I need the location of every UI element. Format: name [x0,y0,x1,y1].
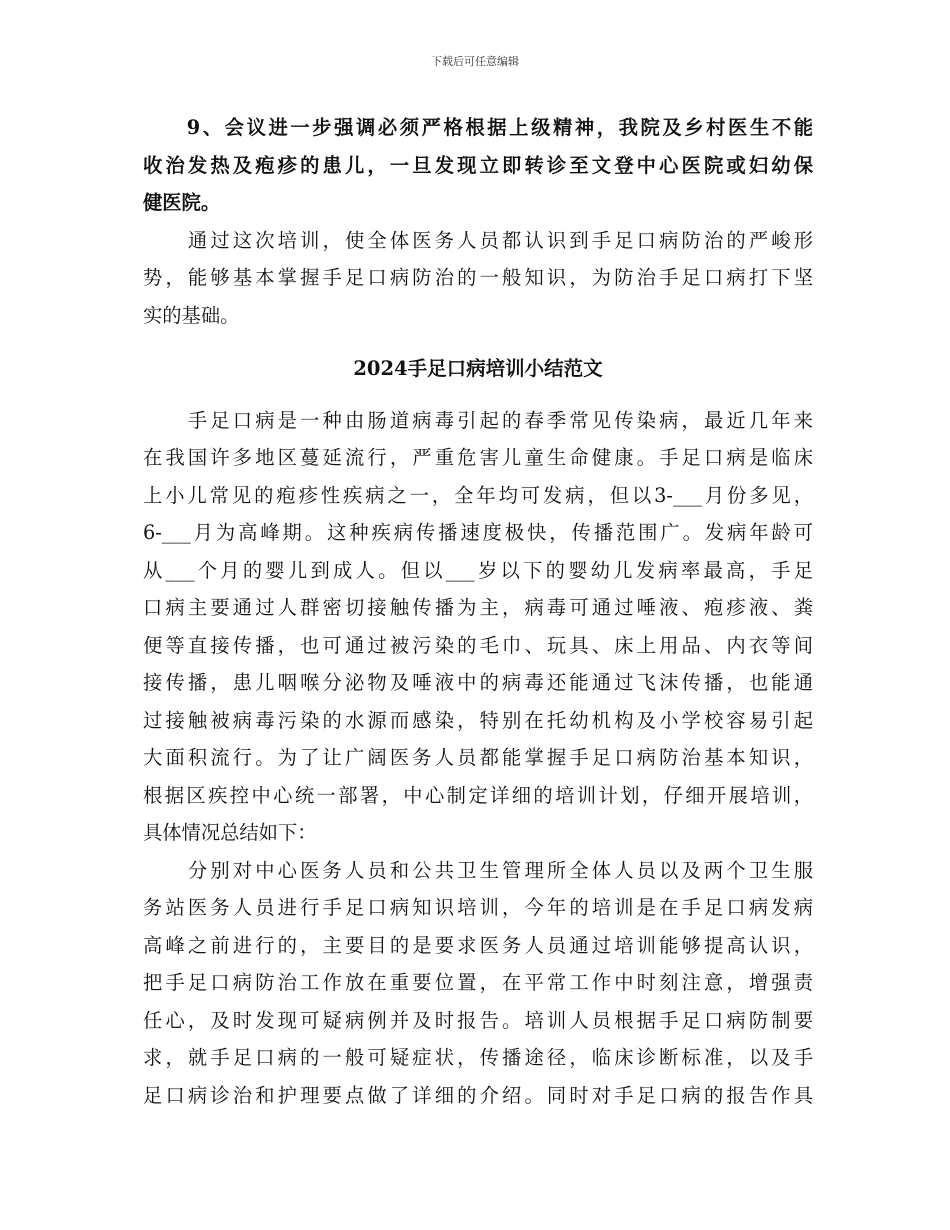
text-line: 足口病诊治和护理要点做了详细的介绍。同时对手足口病的报告作具 [143,1083,813,1107]
text-line: 从___个月的婴儿到成人。但以___岁以下的婴幼儿发病率最高，手足 [143,558,813,582]
text-line: 任心，及时发现可疑病例并及时报告。培训人员根据手足口病防制要 [143,1008,813,1032]
document-body [143,109,813,1114]
text-line: 务站医务人员进行手足口病知识培训，今年的培训是在手足口病发病 [143,896,813,919]
text-line: 接传播，患儿咽喉分泌物及唾液中的病毒还能通过飞沫传播，也能通 [143,671,813,694]
text-line: 过接触被病毒污染的水源而感染，特别在托幼机构及小学校容易引起 [143,708,813,732]
text-line: 便等直接传播，也可通过被污染的毛巾、玩具、床上用品、内衣等间 [143,633,813,657]
text-line: 势，能够基本掌握手足口病防治的一般知识，为防治手足口病打下坚 [143,266,813,289]
text-line: 口病主要通过人群密切接触传播为主，病毒可通过唾液、疱疹液、粪 [143,596,813,619]
text-line: 根据区疾控中心统一部署，中心制定详细的培训计划，仔细开展培训， [143,783,813,807]
intro-paragraph [143,402,813,852]
text-line: 分别对中心医务人员和公共卫生管理所全体人员以及两个卫生服 [143,858,813,882]
training-paragraph [143,852,813,1115]
text-line: 9、会议进一步强调必须严格根据上级精神，我院及乡村医生不能 [143,116,813,139]
text-line: 高峰之前进行的，主要目的是要求医务人员通过培训能够提高认识， [143,933,813,957]
item-9-paragraph [143,109,813,222]
page-header: 下载后可任意编辑 [431,55,519,68]
text-line: 实的基础。 [143,303,240,327]
text-line: 在我国许多地区蔓延流行，严重危害儿童生命健康。手足口病是临床 [143,446,813,469]
text-line: 收治发热及疱疹的患儿，一旦发现立即转诊至文登中心医院或妇幼保 [143,153,813,177]
article-title: 2024手足口病培训小结范文 [353,357,603,380]
text-line: 6-___月为高峰期。这种疾病传播速度极快，传播范围广。发病年龄可 [143,521,813,544]
text-line: 具体情况总结如下： [143,821,317,844]
conclusion-paragraph [143,222,813,335]
text-line: 求，就手足口病的一般可疑症状，传播途径，临床诊断标准，以及手 [143,1046,813,1069]
text-line: 上小儿常见的疱疹性疾病之一，全年均可发病，但以3-___月份多见， [143,483,813,507]
text-line: 通过这次培训，使全体医务人员都认识到手足口病防治的严峻形 [143,228,813,252]
text-line: 健医院。 [143,191,221,214]
text-line: 手足口病是一种由肠道病毒引起的春季常见传染病，最近几年来 [143,408,813,432]
text-line: 把手足口病防治工作放在重要位置，在平常工作中时刻注意，增强责 [143,971,813,994]
text-line: 大面积流行。为了让广阔医务人员都能掌握手足口病防治基本知识， [143,746,813,769]
